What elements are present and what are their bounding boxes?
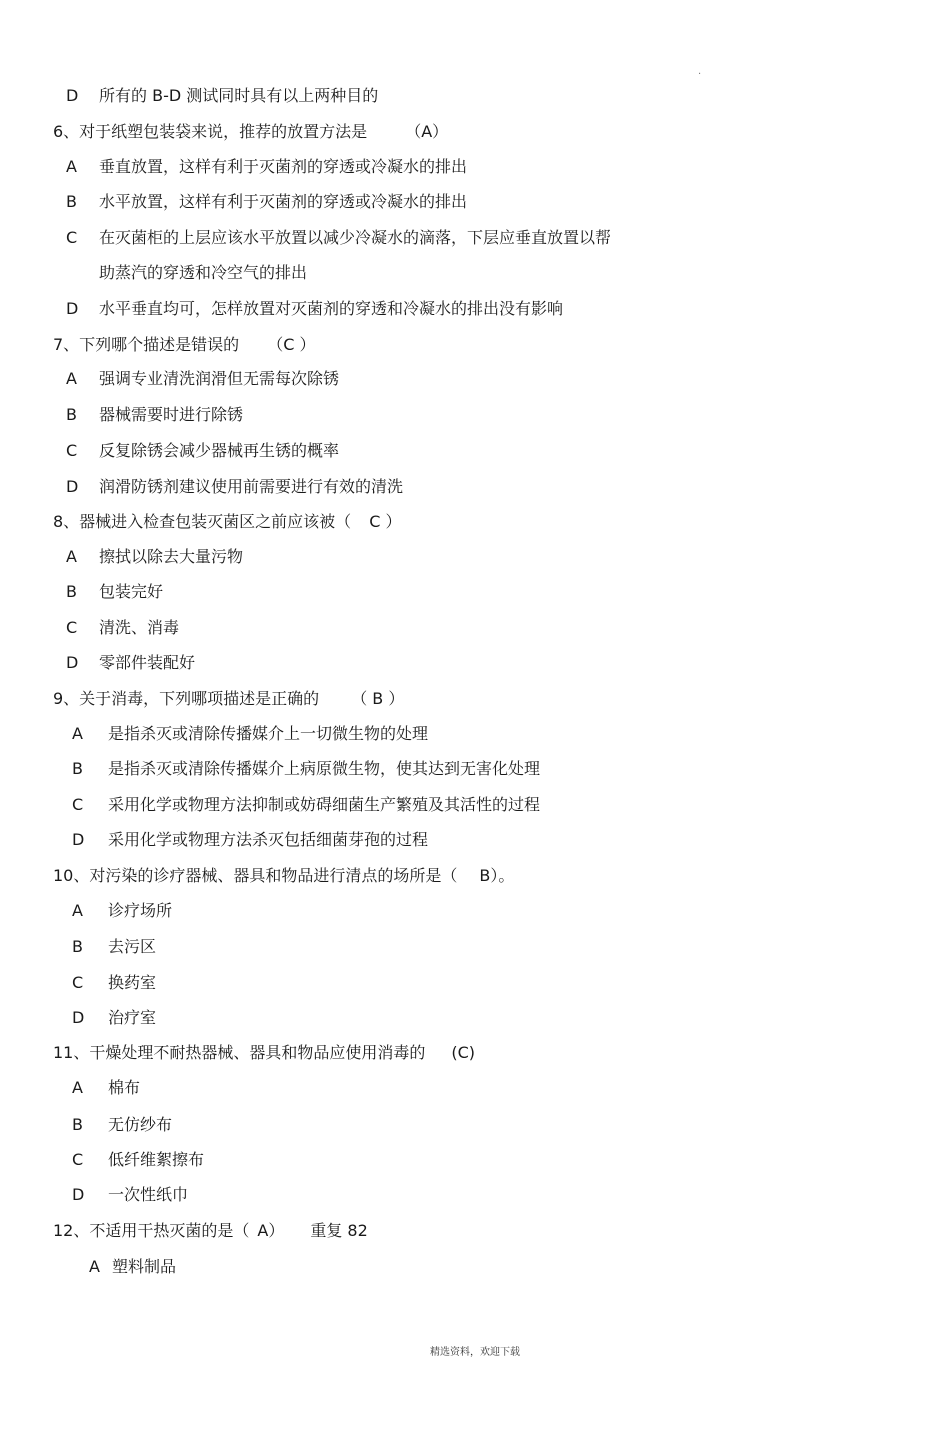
option-letter: C	[66, 618, 78, 637]
question-text: 7、下列哪个描述是错误的	[53, 335, 240, 354]
option-line	[66, 228, 611, 248]
question-line	[53, 1043, 475, 1063]
question-answer: C ）	[369, 512, 402, 531]
option-text: 助蒸汽的穿透和冷空气的排出	[99, 263, 308, 282]
option-letter: A	[72, 724, 83, 743]
option-letter: A	[66, 369, 77, 388]
option-line	[66, 405, 243, 425]
option-text: 零部件装配好	[99, 653, 196, 672]
question-text: 12、不适用干热灭菌的是（	[53, 1221, 250, 1240]
option-letter: C	[72, 1150, 84, 1169]
option-line	[66, 653, 195, 673]
option-letter: A	[72, 901, 83, 920]
question-line	[53, 122, 448, 142]
question-line	[53, 689, 404, 709]
option-text: 包装完好	[99, 582, 164, 601]
option-text: 塑料制品	[112, 1257, 177, 1276]
option-letter: C	[72, 795, 84, 814]
option-line	[66, 618, 179, 638]
option-text: 水平垂直均可，怎样放置对灭菌剂的穿透和冷凝水的排出没有影响	[99, 299, 564, 318]
option-line	[66, 369, 339, 389]
question-answer: A）	[257, 1221, 285, 1240]
option-letter: C	[66, 228, 78, 247]
question-line	[53, 335, 315, 355]
option-text: 低纤维絮擦布	[108, 1150, 205, 1169]
option-text: 器械需要时进行除锈	[99, 405, 244, 424]
option-line	[66, 547, 243, 567]
option-letter: D	[66, 653, 79, 672]
question-answer: B）。	[479, 866, 515, 885]
option-line	[72, 759, 540, 779]
option-line	[66, 192, 467, 212]
option-line	[66, 157, 467, 177]
option-letter: D	[66, 299, 79, 318]
option-letter: A	[89, 1257, 100, 1276]
option-line	[72, 795, 540, 815]
option-letter: B	[66, 192, 77, 211]
option-letter: A	[72, 1078, 83, 1097]
option-line	[66, 582, 163, 602]
option-text: 无仿纱布	[108, 1115, 173, 1134]
question-answer: (C)	[451, 1043, 476, 1062]
option-line	[72, 1078, 140, 1098]
option-text: 清洗、消毒	[99, 618, 180, 637]
page-mark: .	[698, 66, 702, 77]
option-text: 润滑防锈剂建议使用前需要进行有效的清洗	[99, 477, 404, 496]
option-line	[72, 973, 156, 993]
option-text: 所有的 B-D 测试同时具有以上两种目的	[99, 86, 379, 105]
option-text: 强调专业清洗润滑但无需每次除锈	[99, 369, 340, 388]
option-text: 治疗室	[108, 1008, 157, 1027]
option-text: 垂直放置，这样有利于灭菌剂的穿透或冷凝水的排出	[99, 157, 468, 176]
option-letter: D	[72, 1185, 85, 1204]
question-note: 重复 82	[310, 1221, 368, 1240]
option-text: 是指杀灭或清除传播媒介上一切微生物的处理	[108, 724, 429, 743]
page-footer: 精选资料，欢迎下载	[430, 1347, 520, 1358]
option-text: 采用化学或物理方法抑制或妨碍细菌生产繁殖及其活性的过程	[108, 795, 541, 814]
option-letter: D	[66, 477, 79, 496]
option-letter: A	[66, 157, 77, 176]
option-line	[72, 1115, 172, 1135]
question-answer: （C ）	[267, 335, 316, 354]
question-text: 10、对污染的诊疗器械、器具和物品进行清点的场所是（	[53, 866, 458, 885]
option-line	[72, 1008, 156, 1028]
option-line	[89, 1257, 176, 1277]
option-line	[66, 86, 378, 106]
option-letter: B	[72, 937, 83, 956]
option-letter: D	[66, 86, 79, 105]
option-text: 擦拭以除去大量污物	[99, 547, 244, 566]
option-letter: B	[66, 405, 77, 424]
question-line	[53, 512, 401, 532]
option-text: 采用化学或物理方法杀灭包括细菌芽孢的过程	[108, 830, 429, 849]
option-text: 在灭菌柜的上层应该水平放置以减少冷凝水的滴落，下层应垂直放置以帮	[99, 228, 612, 247]
question-text: 9、关于消毒，下列哪项描述是正确的	[53, 689, 320, 708]
option-text: 反复除锈会减少器械再生锈的概率	[99, 441, 340, 460]
option-continuation	[99, 263, 307, 283]
option-text: 一次性纸巾	[108, 1185, 189, 1204]
question-answer: （ B ）	[351, 689, 405, 708]
question-answer: （A）	[405, 122, 449, 141]
option-line	[66, 299, 563, 319]
option-letter: C	[72, 973, 84, 992]
option-text: 水平放置，这样有利于灭菌剂的穿透或冷凝水的排出	[99, 192, 468, 211]
option-line	[72, 830, 428, 850]
option-text: 棉布	[108, 1078, 141, 1097]
option-letter: D	[72, 830, 85, 849]
question-line	[53, 1221, 368, 1241]
option-line	[72, 1185, 188, 1205]
option-line	[72, 901, 172, 921]
option-letter: B	[72, 1115, 83, 1134]
option-text: 诊疗场所	[108, 901, 173, 920]
option-letter: D	[72, 1008, 85, 1027]
question-text: 8、器械进入检查包装灭菌区之前应该被（	[53, 512, 352, 531]
option-line	[72, 937, 156, 957]
question-text: 11、干燥处理不耐热器械、器具和物品应使用消毒的	[53, 1043, 426, 1062]
option-line	[72, 724, 428, 744]
option-line	[66, 441, 339, 461]
option-line	[66, 477, 403, 497]
option-line	[72, 1150, 204, 1170]
option-letter: B	[72, 759, 83, 778]
question-line	[53, 866, 514, 886]
question-text: 6、对于纸塑包装袋来说，推荐的放置方法是	[53, 122, 368, 141]
option-letter: C	[66, 441, 78, 460]
option-text: 换药室	[108, 973, 157, 992]
option-letter: B	[66, 582, 77, 601]
option-text: 是指杀灭或清除传播媒介上病原微生物，使其达到无害化处理	[108, 759, 541, 778]
option-text: 去污区	[108, 937, 157, 956]
option-letter: A	[66, 547, 77, 566]
